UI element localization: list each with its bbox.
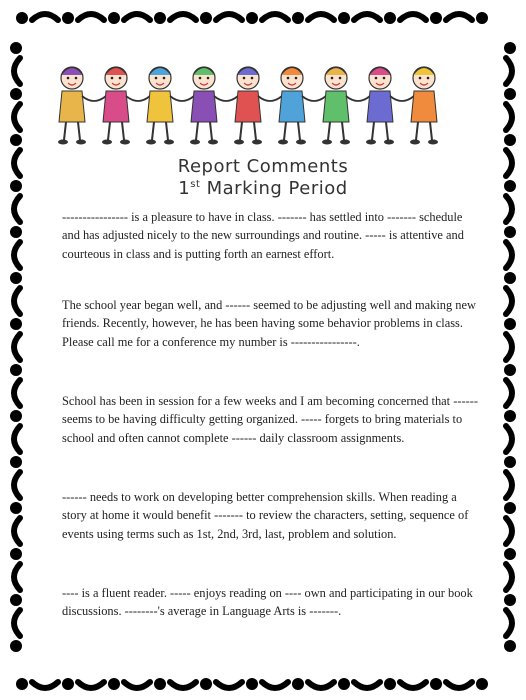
border-dash [32, 14, 58, 20]
border-dot [10, 134, 22, 146]
comment-paragraph: The school year began well, and ------ seemed to be adjusting well and making new friends. Recently, however, he has been having some behavior problems in class. Please call me for a conference my number is ----------------. [62, 298, 476, 349]
border-dash [506, 564, 512, 590]
border-dash [78, 682, 104, 688]
border-dash [14, 334, 20, 360]
border-dot [504, 272, 516, 284]
border-dash [354, 682, 380, 688]
border-dot [504, 134, 516, 146]
border-dot [338, 678, 350, 690]
border-dot [200, 12, 212, 24]
border-dash [506, 242, 512, 268]
border-dot [10, 318, 22, 330]
border-dash [262, 682, 288, 688]
border-dot [10, 226, 22, 238]
border-dash [506, 196, 512, 222]
border-dot [504, 88, 516, 100]
border-dash [124, 682, 150, 688]
holding-hands-arm [82, 96, 106, 101]
border-dash [14, 58, 20, 84]
border-dot [504, 548, 516, 560]
child-figure [366, 67, 394, 145]
border-dot [10, 42, 22, 54]
border-dash [446, 14, 472, 20]
border-dot [504, 42, 516, 54]
border-dot [154, 678, 166, 690]
child-figure [322, 67, 350, 145]
border-dot [476, 678, 488, 690]
border-dot [108, 12, 120, 24]
comment-paragraph: ---- is a fluent reader. ----- enjoys reading on ---- own and participating in our book discussions. --------'s average in Language Arts is -------. [62, 586, 473, 619]
border-dash [124, 14, 150, 20]
border-dot [10, 640, 22, 652]
border-dash [506, 426, 512, 452]
comment-paragraph: ------ needs to work on developing better comprehension skills. When reading a story at home it would benefit ------- to review the characters, setting, sequence of events using terms such as 1st, 2nd, 3rd, last, problem and solution. [62, 490, 469, 541]
border-dash [506, 58, 512, 84]
page-title: Report Comments [177, 156, 349, 177]
border-dot [10, 502, 22, 514]
holding-hands-arm [390, 96, 414, 101]
border-dot [384, 678, 396, 690]
border-dot [200, 678, 212, 690]
border-dot [246, 12, 258, 24]
border-dot [10, 410, 22, 422]
border-dot [476, 12, 488, 24]
border-dash [14, 518, 20, 544]
border-dot [10, 364, 22, 376]
border-dash [216, 14, 242, 20]
child-figure [410, 67, 438, 145]
border-dot [504, 640, 516, 652]
border-dot [16, 678, 28, 690]
page-subtitle: 1st Marking Period [178, 178, 348, 199]
border-dash [506, 288, 512, 314]
holding-hands-arm [126, 96, 150, 101]
child-figure [278, 67, 306, 145]
border-dot [10, 272, 22, 284]
border-dash [14, 472, 20, 498]
border-dot [292, 12, 304, 24]
border-dot [10, 88, 22, 100]
border-dot [16, 12, 28, 24]
border-dash [216, 682, 242, 688]
border-dash [170, 682, 196, 688]
border-dot [62, 678, 74, 690]
holding-hands-arm [346, 96, 370, 101]
border-dot [504, 318, 516, 330]
holding-hands-arm [170, 96, 194, 101]
border-dash [506, 380, 512, 406]
border-dash [14, 242, 20, 268]
border-dash [14, 288, 20, 314]
border-dash [262, 14, 288, 20]
border-dot [246, 678, 258, 690]
border-dash [14, 196, 20, 222]
border-dash [400, 682, 426, 688]
border-dot [430, 678, 442, 690]
border-dash [506, 472, 512, 498]
border-dot [504, 410, 516, 422]
border-dash [14, 426, 20, 452]
border-dash [14, 564, 20, 590]
holding-hands-arm [214, 96, 238, 101]
border-dot [62, 12, 74, 24]
border-dot [504, 502, 516, 514]
border-dash [506, 610, 512, 636]
border-dash [32, 682, 58, 688]
border-dot [504, 594, 516, 606]
border-dash [308, 682, 334, 688]
child-figure [102, 67, 130, 145]
children-holding-hands-illustration [50, 60, 450, 150]
border-dot [108, 678, 120, 690]
border-dot [430, 12, 442, 24]
border-dot [10, 456, 22, 468]
border-dot [10, 594, 22, 606]
border-dot [292, 678, 304, 690]
border-dot [504, 364, 516, 376]
border-dash [78, 14, 104, 20]
child-figure [146, 67, 174, 145]
holding-hands-arm [302, 96, 326, 101]
border-dash [308, 14, 334, 20]
border-dot [154, 12, 166, 24]
border-dot [384, 12, 396, 24]
child-figure [58, 67, 86, 145]
border-dash [506, 334, 512, 360]
border-dash [170, 14, 196, 20]
child-figure [190, 67, 218, 145]
border-dash [400, 14, 426, 20]
comment-paragraph: ---------------- is a pleasure to have in class. ------- has settled into ------- schedule and has adjusted nicely to the new surroundings and routine. ----- is attentive and courteous in class and is putting forth an earnest effort. [62, 210, 464, 261]
border-dash [354, 14, 380, 20]
border-dash [446, 682, 472, 688]
border-dash [506, 104, 512, 130]
border-dash [506, 518, 512, 544]
border-dot [504, 456, 516, 468]
border-dash [14, 380, 20, 406]
border-dash [14, 610, 20, 636]
border-dot [504, 226, 516, 238]
border-dash [14, 104, 20, 130]
child-figure [234, 67, 262, 145]
border-dot [338, 12, 350, 24]
holding-hands-arm [258, 96, 282, 101]
border-dot [10, 548, 22, 560]
comment-paragraph: School has been in session for a few weeks and I am becoming concerned that ------ seems to be having difficulty getting organized. ----- forgets to bring materials to school and often cannot complete ------ daily classroom assignments. [62, 394, 478, 445]
